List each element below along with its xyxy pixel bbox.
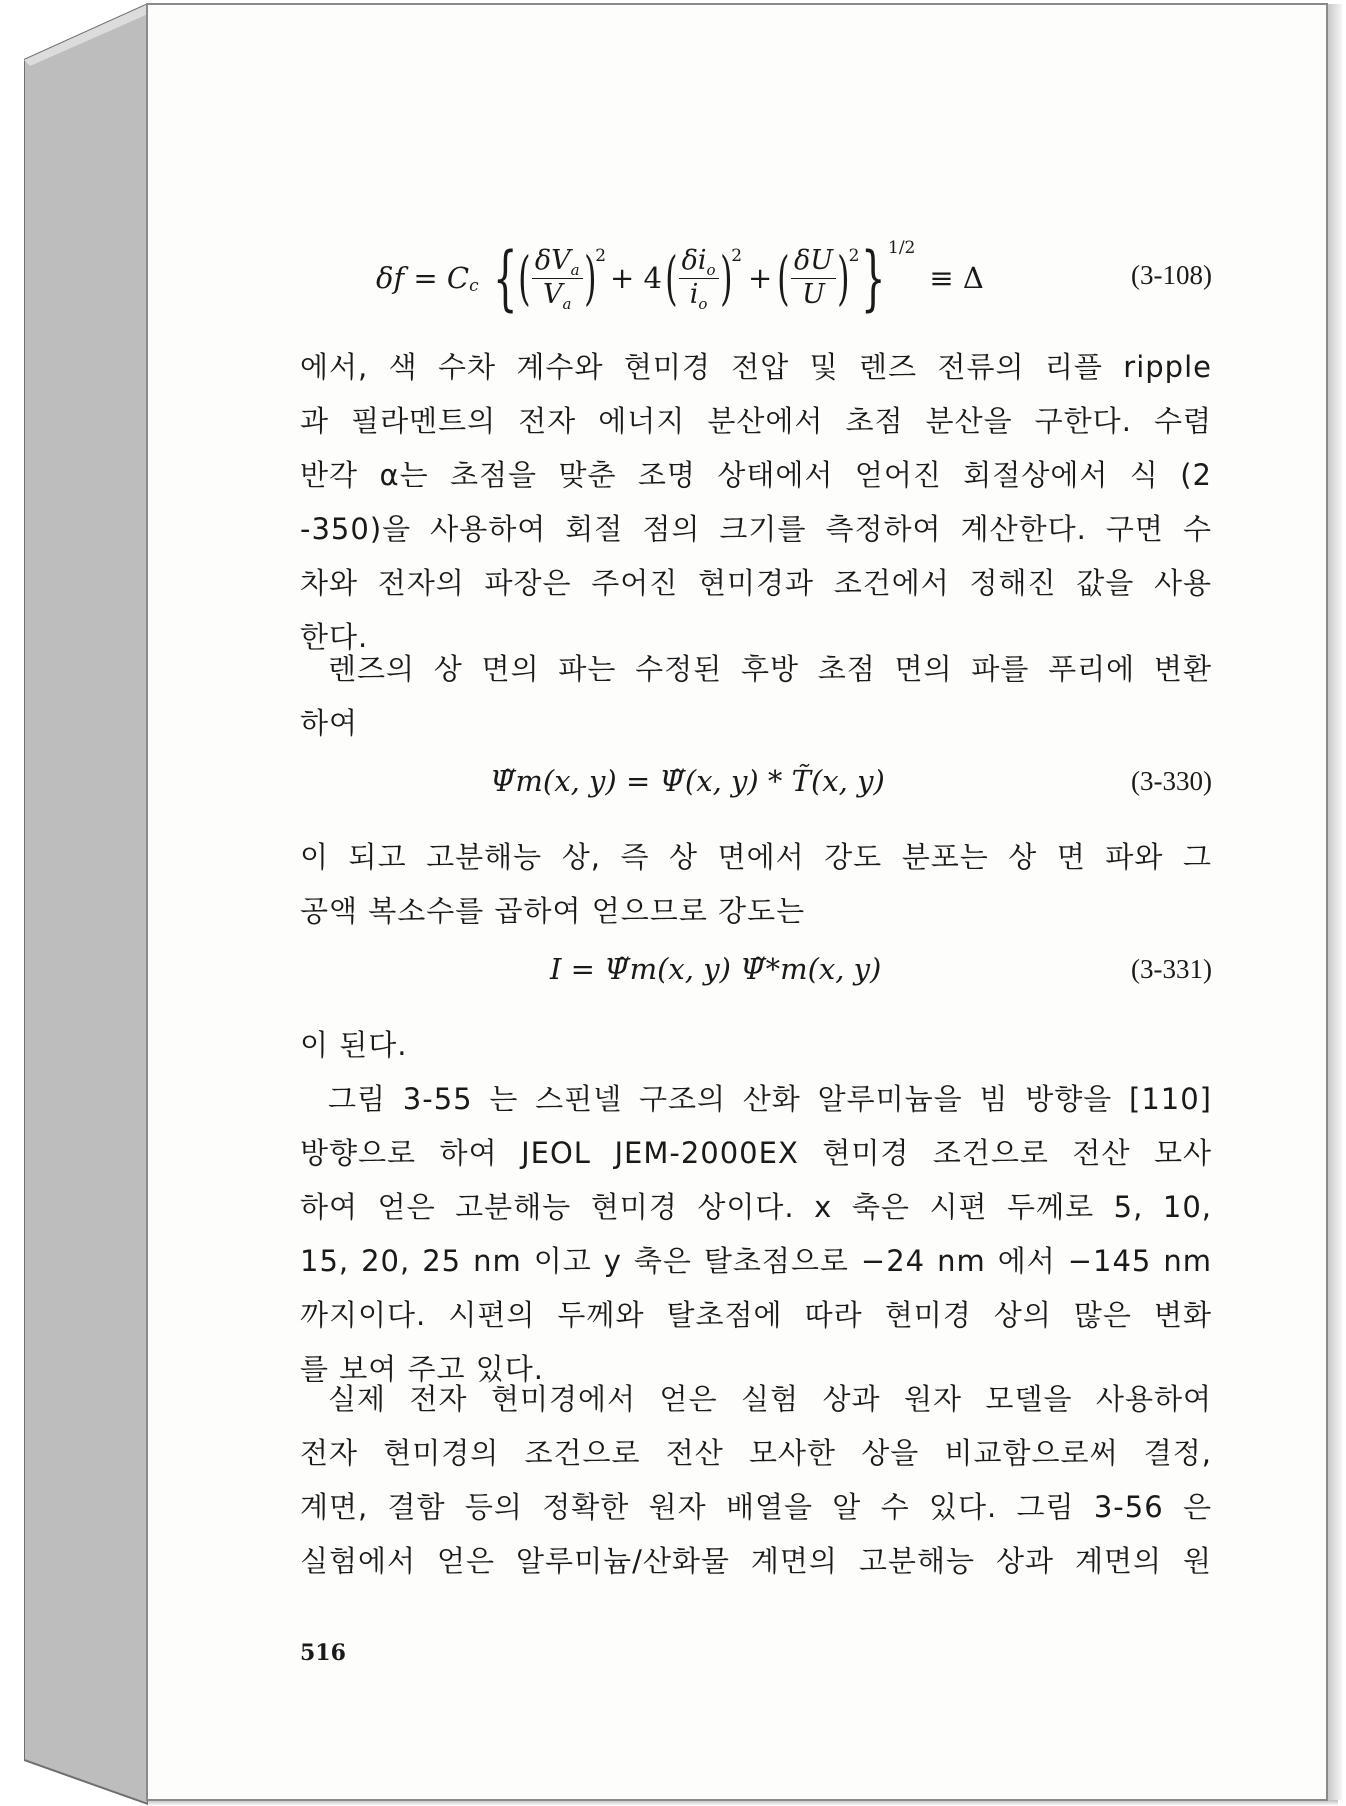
formula-expression: Ψ̃m(x, y) = Ψ̃(x, y) * T̃(x, y): [490, 764, 885, 798]
text-line: 방향으로 하여 JEOL JEM-2000EX 현미경 조건으로 전산 모사: [300, 1136, 1212, 1170]
formula-lhs-sub: c: [469, 276, 479, 296]
formula-3-331: [300, 952, 1212, 996]
equation-number: (3-330): [1131, 766, 1212, 796]
left-paren: (: [518, 244, 531, 312]
text-line: 실험에서 얻은 알루미늄/산화물 계면의 고분해능 상과 계면의 원: [300, 1544, 1212, 1578]
text-line: -350)을 사용하여 회절 점의 크기를 측정하여 계산한다. 구면 수: [300, 512, 1212, 546]
page-shadow: [1328, 4, 1342, 1800]
text-line: 하여: [300, 706, 359, 740]
paragraph-2: [300, 642, 1212, 750]
text-line: 에서, 색 수차 계수와 현미경 전압 및 렌즈 전류의 리플 ripple: [300, 350, 1212, 384]
fraction-io: $\frac{\delta i_o}{i_o}$: [679, 247, 719, 309]
outer-exponent: 1/2: [888, 238, 916, 258]
text-line: 이 되고 고분해능 상, 즉 상 면에서 강도 분포는 상 면 파와 그: [300, 840, 1212, 874]
paragraph-4: [300, 1018, 1212, 1072]
equation-number: (3-108): [1131, 260, 1212, 290]
text-line: 공액 복소수를 곱하여 얻으므로 강도는: [300, 894, 806, 928]
text-line: 그림 3-55 는 스핀넬 구조의 산화 알루미늄을 빔 방향을 [110]: [328, 1082, 1212, 1116]
text-line: 렌즈의 상 면의 파는 수정된 후방 초점 면의 파를 푸리에 변환: [328, 652, 1212, 686]
page-number: 516: [300, 1640, 346, 1666]
text-line: 를 보여 주고 있다.: [300, 1352, 544, 1386]
text-line: 반각 α는 초점을 맞춘 조명 상태에서 얻어진 회절상에서 식 (2: [300, 458, 1212, 492]
plus: +: [748, 261, 773, 295]
text-line: 하여 얻은 고분해능 현미경 상이다. x 축은 시편 두께로 5, 10,: [300, 1190, 1212, 1224]
fraction-u: $\frac{\delta U}{U}$: [791, 247, 836, 309]
paragraph-5: [300, 1072, 1212, 1396]
exponent: 2: [595, 246, 607, 266]
fraction-va: $\frac{\delta V_a}{V_a}$: [532, 247, 583, 309]
equation-number: (3-331): [1131, 954, 1212, 984]
text-line: 까지이다. 시편의 두께와 탈초점에 따라 현미경 상의 많은 변화: [300, 1298, 1212, 1332]
left-brace: {: [492, 237, 518, 319]
formula-expression: I = Ψ̃m(x, y) Ψ̃*m(x, y): [550, 952, 882, 986]
right-brace: }: [861, 237, 886, 319]
paragraph-3: [300, 830, 1212, 938]
text-line: 과 필라멘트의 전자 에너지 분산에서 초점 분산을 구한다. 수렴: [300, 404, 1212, 438]
text-line: 차와 전자의 파장은 주어진 현미경과 조건에서 정해진 값을 사용: [300, 566, 1212, 600]
paragraph-1: [300, 340, 1212, 664]
formula-lhs: δf = C: [376, 261, 470, 295]
formula-3-108: δf = C c { ( $\frac{\delta V_a}{V_a}$ ) 2 + 4 ( $\frac{\delta i_o}{i_o}$ ) 2 + ( $\frac{\delta U}{U}$ ) 2 } 1/2 ≡ Δ (3-108): [376, 237, 1212, 319]
right-paren: ): [583, 244, 597, 312]
formula-rhs: ≡ Δ: [929, 261, 984, 295]
book-spine: [24, 0, 148, 1806]
plus-four: + 4: [610, 261, 662, 295]
text-line: 전자 현미경의 조건으로 전산 모사한 상을 비교함으로써 결정,: [300, 1436, 1212, 1470]
text-line: 계면, 결함 등의 정확한 원자 배열을 알 수 있다. 그림 3-56 은: [300, 1490, 1212, 1524]
formula-3-330: [300, 764, 1212, 808]
paragraph-6: [300, 1372, 1212, 1588]
text-line: 실제 전자 현미경에서 얻은 실험 상과 원자 모델을 사용하여: [328, 1382, 1212, 1416]
text-line: 15, 20, 25 nm 이고 y 축은 탈초점으로 −24 nm 에서 −145 nm: [300, 1244, 1212, 1278]
text-line: 한다.: [300, 620, 369, 654]
text-line: 이 된다.: [300, 1028, 408, 1062]
